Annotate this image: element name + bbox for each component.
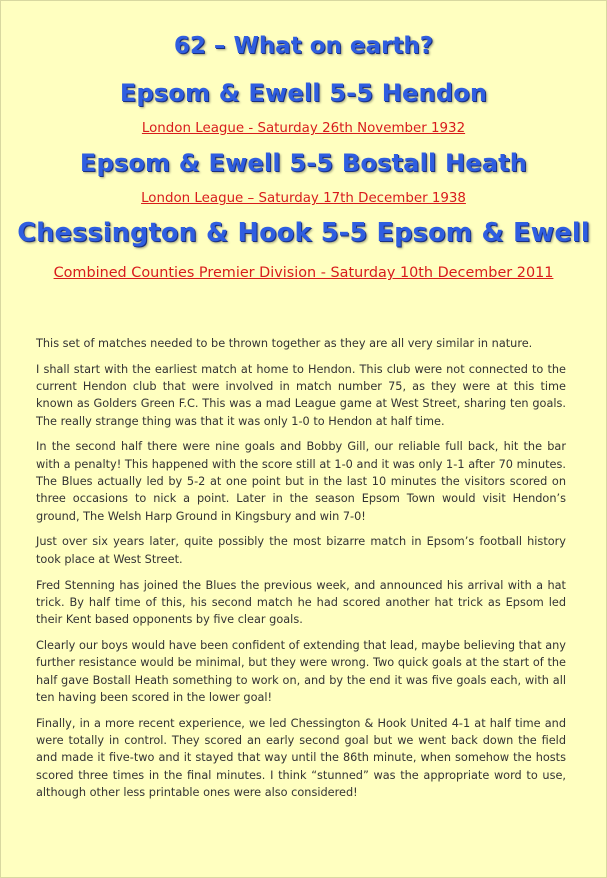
paragraph: I shall start with the earliest match at home to Hendon. This club were not connected to the current Hendon club that were involved in match number 75, as they were at this time known as Golders Green F.C. This was a mad League game at West Street, sharing ten goals. The really strange thing was that it was only 1-0 to Hendon at half time. [36, 362, 566, 428]
paragraph: Fred Stenning has joined the Blues the previous week, and announced his arrival with a hat trick. By half time of this, his second match he had scored another hat trick as Epsom led their Kent based opponents by five clear goals. [36, 578, 566, 627]
paragraph: This set of matches needed to be thrown together as they are all very similar in nature. [36, 337, 533, 350]
header [1, 1, 606, 283]
paragraph: In the second half there were nine goals and Bobby Gill, our reliable full back, hit the bar with a penalty! This happened with the score still at 1-0 and it was only 1-1 after 70 minutes. The Blues actually led by 5-2 at one point but in the last 10 minutes the visitors scored on three occasions to nick a point. Later in the season Epsom Town would visit Hendon’s ground, The Welsh Harp Ground in Kingsbury and win 7-0! [36, 440, 566, 523]
match-score-heading: Chessington & Hook 5-5 Epsom & Ewell [17, 218, 590, 248]
paragraph: Clearly our boys would have been confident of extending that lead, maybe believing that any further resistance would be minimal, but they were wrong. Two quick goals at the start of the half gave Bostall Heath something to work on, and by the end it was five goals each, with all ten having been scored in the lower goal! [36, 638, 566, 704]
match-competition-date: London League – Saturday 17th December 1938 [141, 191, 466, 206]
paragraph: Just over six years later, quite possibly the most bizarre match in Epsom’s football history took place at West Street. [36, 535, 566, 566]
match-competition-date: Combined Counties Premier Division - Saturday 10th December 2011 [53, 265, 554, 281]
match-competition-date: London League - Saturday 26th November 1932 [141, 121, 466, 136]
page-title: 62 – What on earth? [173, 33, 434, 59]
article-body [36, 335, 566, 810]
paragraph: Finally, in a more recent experience, we led Chessington & Hook United 4-1 at half time and were totally in control. They scored an early second goal but we went back down the field and made it five-two and it stayed that way until the 86th minute, when somehow the hosts scored three times in the final minutes. I think “stunned” was the appropriate word to use, although other less printable ones were also considered! [36, 716, 566, 799]
match-score-heading: Epsom & Ewell 5-5 Hendon [119, 79, 488, 107]
match-score-heading: Epsom & Ewell 5-5 Bostall Heath [79, 149, 528, 177]
